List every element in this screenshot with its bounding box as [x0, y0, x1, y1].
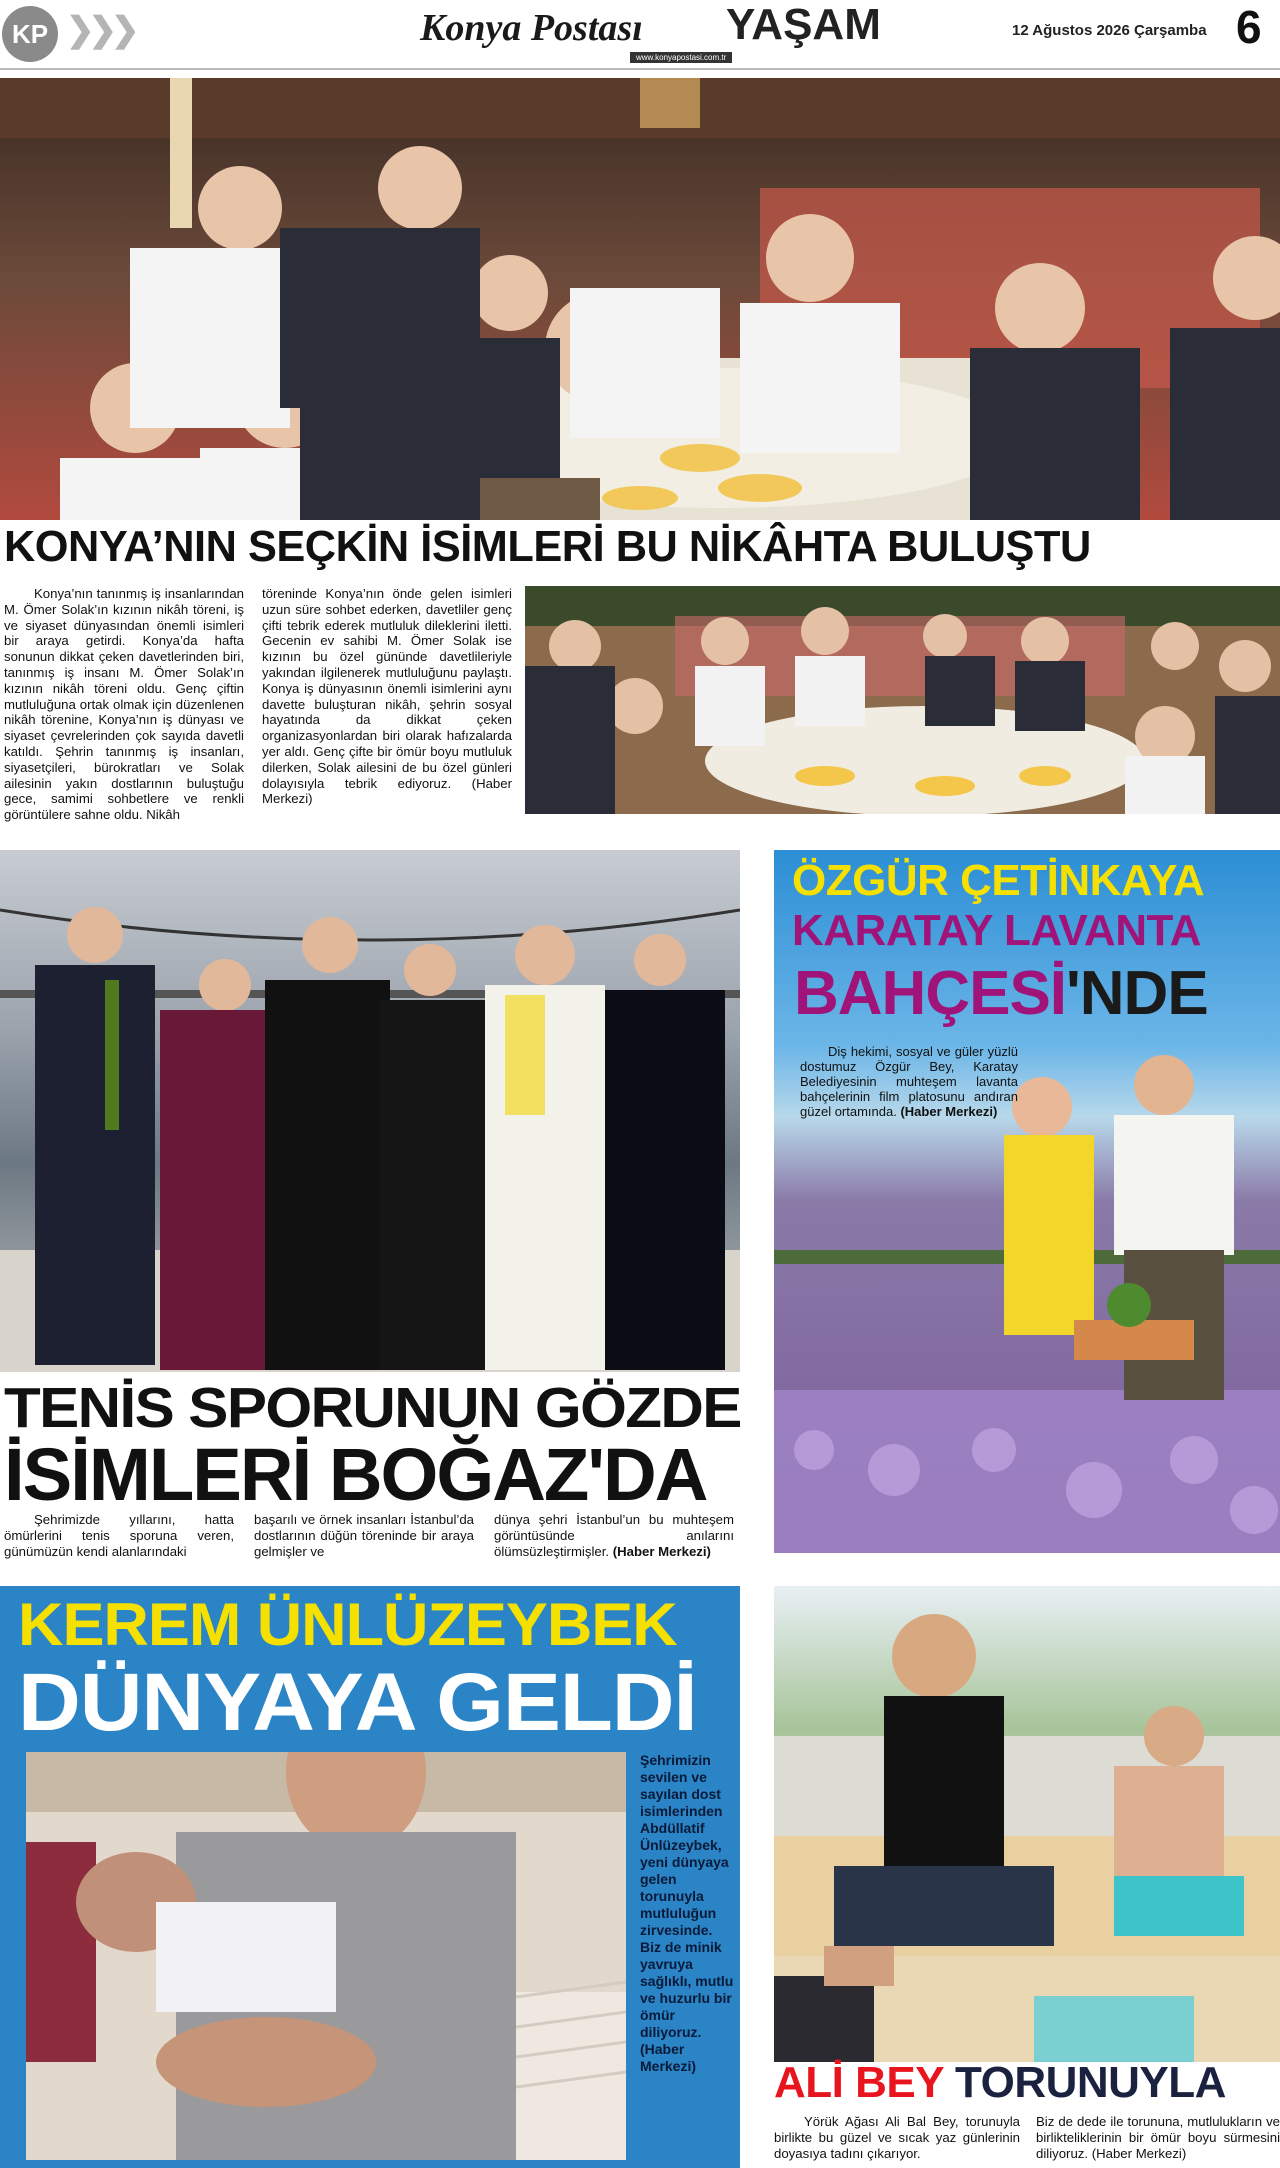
issue-date: 12 Ağustos 2026 Çarşamba [1012, 22, 1207, 39]
page-number: 6 [1236, 1, 1262, 53]
wedding-group-photo [0, 78, 1280, 520]
story5-body-col1: Yörük Ağası Ali Bal Bey, torunuyla birlikte bu güzel ve sıcak yaz günlerinin doyasıya tadını çıkarıyor. [774, 2114, 1020, 2161]
story4-headline-line2: DÜNYAYA GELDİ [18, 1657, 697, 1748]
story4-headline-line1: KEREM ÜNLÜZEYBEK [18, 1591, 677, 1658]
story2-credit: (Haber Merkezi) [612, 1543, 711, 1559]
story4-body: Şehrimizin sevilen ve sayılan dost isimlerinden Abdüllatif Ünlüzeybek, yeni dünyaya gelen torunuyla mutluluğun zirvesinde. Biz de minik yavruya sağlıklı, mutlu ve huzurlu bir ömür diliyoruz. (Haber Merkezi) [640, 1752, 734, 2074]
story2-body-col3-text: dünya şehri İstanbul’un bu muhteşem görüntüsünde anılarını ölümsüzleştirmişler. [494, 1512, 734, 1559]
story2-body-col3 [494, 1512, 734, 1559]
story1-body-col2: töreninde Konya’nın önde gelen isimleri uzun süre sohbet ederken, davetliler genç çifti tebrik ederek mutluluk dileklerini iletti. Gecenin ev sahibi M. Ömer Solak ise kızının bu özel gününde davetlileriyle yakından ilgilenerek mutluluğunu paylaştı. Konya iş dünyasının önemli isimlerini aynı davette buluşturan nikâh, şehrin sosyal hayatında da dikkat çeken organizasyonlardan biri olarak hafızalarda yer aldı. Genç çifte bir ömür boyu mutluluk dilerken, Solak ailesini de bu özel günleri dolayısıyla tebrik ediyoruz. (Haber Merkezi) [262, 586, 512, 807]
ali-bey-grandson-photo [774, 1586, 1280, 2062]
grandfather-baby-photo [26, 1752, 626, 2160]
story2-headline-line2: İSİMLERİ BOĞAZ'DA [4, 1433, 707, 1516]
story5-headline-torunuyla: TORUNUYLA [955, 2058, 1226, 2107]
story1-body-col1: Konya’nın tanınmış iş insanlarından M. Ömer Solak’ın kızının nikâh töreni, iş ve siyaset dünyasından önemli isimleri bir araya getirdi. Konya’da hafta sonunun dikkat çeken davetlerinden biri, tanınmış iş insanı M. Ömer Solak’ın kızının nikâh töreni oldu. Genç çiftin mutluluğuna ortak olmak için düzenlenen nikâh törenine, Konya’nın iş dünyası ve siyaset çevrelerinden çok sayıda davetli katıldı. Şehrin tanınmış iş insanları, siyasetçileri, bürokratları ve Solak ailesinin yakın dostlarının buluştuğu gece, samimi sohbetlere ve renkli görüntülere sahne oldu. Nikâh [4, 586, 244, 823]
story5-body-col2-text: Biz de dede ile torununa, mutlulukların ve birlikteliklerinin bir ömür boyu sürmesini diliyoruz. [1036, 2114, 1280, 2161]
story5-headline [774, 2058, 1226, 2108]
section-name: YAŞAM [726, 0, 881, 49]
chevrons-icon: ❯❯❯ [66, 11, 134, 49]
story3-body [800, 1044, 1018, 1119]
story5-body-col2 [1036, 2114, 1280, 2161]
paper-url[interactable]: www.konyapostasi.com.tr [630, 52, 732, 63]
story2-headline-line1: TENİS SPORUNUN GÖZDE [4, 1376, 741, 1440]
masthead [0, 0, 1280, 70]
story1-headline: KONYA’NIN SEÇKİN İSİMLERİ BU NİKÂHTA BULUŞTU [4, 522, 1091, 571]
story3-headline-line3 [794, 958, 1208, 1029]
story3-headline-line2: KARATAY LAVANTA [792, 906, 1201, 955]
wedding-table-photo [525, 586, 1280, 814]
story3-headline-nde: 'NDE [1066, 959, 1208, 1028]
paper-name: Konya Postası [420, 7, 643, 49]
story3-headline-line1: ÖZGÜR ÇETİNKAYA [792, 856, 1205, 905]
story3-credit: (Haber Merkezi) [900, 1104, 998, 1119]
bosphorus-group-photo [0, 850, 740, 1372]
story3-body-text: Diş hekimi, sosyal ve güler yüzlü dostumuz Özgür Bey, Karatay Belediyesinin muhteşem lavanta bahçelerinin film platosunu andıran güzel ortamında. [800, 1044, 1018, 1119]
story3-headline-bahcesi: BAHÇESİ [794, 959, 1067, 1028]
story2-body-col1: Şehrimizde yıllarını, hatta ömürlerini tenis sporuna veren, günümüzün kendi alanlarındaki [4, 1512, 234, 1559]
story2-body-col2: başarılı ve örnek insanları İstanbul’da dostlarının düğün töreninde bir araya gelmişler ve [254, 1512, 474, 1559]
story5-headline-ali-bey: ALİ BEY [774, 2058, 944, 2107]
story5-credit: (Haber Merkezi) [1091, 2145, 1187, 2161]
kp-logo: KP [2, 6, 58, 62]
